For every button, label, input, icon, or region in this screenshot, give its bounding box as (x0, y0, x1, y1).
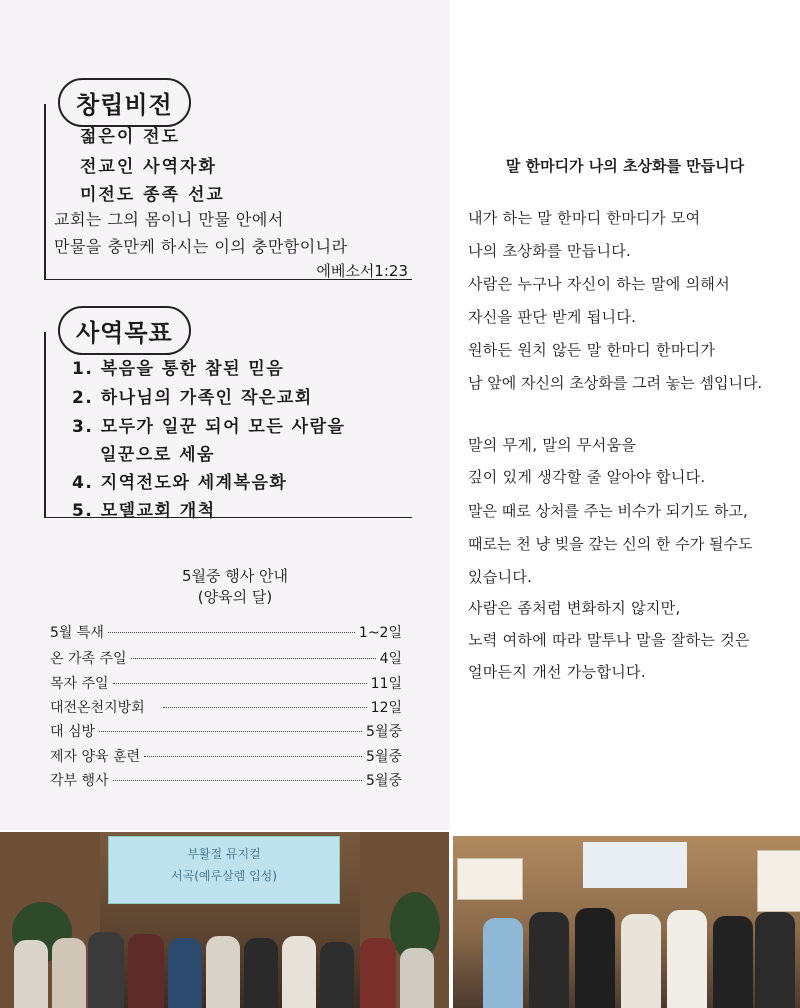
verse-reference: 에베소서1:23 (316, 262, 408, 280)
leader-dots (99, 731, 362, 732)
event-row (50, 697, 402, 719)
poem-line: 사람은 누구나 자신이 하는 말에 의해서 (468, 275, 730, 293)
goal-item: 4. 지역전도와 세계복음화 (72, 473, 288, 493)
leader-dots (113, 780, 362, 781)
poem-line: 때로는 천 냥 빚을 갚는 신의 한 수가 될수도 (468, 535, 753, 553)
group-member (667, 910, 707, 1008)
goal-item: 2. 하나님의 가족인 작은교회 (72, 388, 313, 408)
event-name: 대 심방 (50, 724, 96, 740)
left-panel (0, 0, 450, 830)
goals-badge: 사역목표 (58, 306, 191, 355)
event-date: 5월중 (366, 749, 402, 765)
event-name: 5월 특새 (50, 625, 104, 641)
goal-item: 3. 모두가 일꾼 되어 모든 사람을 (72, 417, 346, 437)
goal-item: 1. 복음을 통한 참된 믿음 (72, 359, 285, 379)
section-rule-vertical (44, 332, 46, 518)
leader-dots (108, 632, 355, 633)
poem-line: 내가 하는 말 한마디 한마디가 모여 (468, 209, 701, 227)
poem-line: 사람은 좀처럼 변화하지 않지만, (468, 599, 681, 617)
cast-member (206, 936, 240, 1008)
event-name: 온 가족 주일 (50, 651, 127, 667)
poem-line: 있습니다. (468, 568, 533, 586)
event-row (50, 770, 402, 792)
cast-member (282, 936, 316, 1008)
right-panel (450, 0, 800, 830)
poem-line: 남 앞에 자신의 초상화를 그려 놓는 셈입니다. (468, 374, 763, 392)
cast-member (168, 938, 202, 1008)
verse-line: 교회는 그의 몸이니 만물 안에서 (54, 210, 284, 229)
poem-line: 말은 때로 상처를 주는 비수가 되기도 하고, (468, 502, 748, 520)
event-name: 목자 주일 (50, 676, 109, 692)
group-member (483, 918, 523, 1008)
wall-sign (757, 850, 800, 912)
event-date: 4일 (379, 651, 402, 667)
events-title: 5월중 행사 안내 (181, 567, 289, 585)
event-row (50, 721, 402, 743)
goals-section (44, 306, 412, 521)
goal-item: 5. 모델교회 개척 (72, 501, 216, 521)
vision-line: 미전도 종족 선교 (80, 185, 225, 205)
vision-badge: 창립비전 (58, 78, 191, 127)
cast-member (244, 938, 278, 1008)
event-date: 1~2일 (358, 625, 402, 641)
event-row (50, 673, 402, 695)
verse-line: 만물을 충만케 하시는 이의 충만함이니라 (54, 237, 348, 256)
event-date: 12일 (370, 700, 402, 716)
cast-member (320, 942, 354, 1008)
event-date: 5월중 (366, 773, 402, 789)
poem-line: 말의 무게, 말의 무서움을 (468, 436, 637, 454)
vision-section (44, 78, 412, 280)
poem-line: 얼마든지 개선 가능합니다. (468, 663, 646, 681)
poem-line: 자신을 판단 받게 됩니다. (468, 308, 637, 326)
event-name: 대전온천지방회 (50, 700, 145, 716)
section-rule-vertical (44, 104, 46, 280)
poem-line: 깊이 있게 생각할 줄 알아야 합니다. (468, 468, 706, 486)
vision-line: 전교인 사역자화 (80, 157, 217, 177)
cast-member (88, 932, 124, 1008)
event-date: 11일 (370, 676, 402, 692)
event-row (50, 746, 402, 768)
event-date: 5월중 (366, 724, 402, 740)
cast-member (128, 934, 164, 1008)
goal-item: 일꾼으로 세움 (100, 445, 215, 465)
event-name: 제자 양육 훈련 (50, 749, 141, 765)
banner-title: 부활절 뮤지컬 (187, 847, 261, 861)
musical-cast-photo (0, 832, 449, 1008)
wall-sign (457, 858, 523, 900)
leader-dots (163, 707, 367, 708)
stage-banner (108, 836, 340, 904)
vision-line: 젊은이 전도 (80, 127, 181, 147)
group-member (575, 908, 615, 1008)
group-member (755, 912, 795, 1008)
banner-subtitle: 서곡(예루살렘 입성) (171, 869, 277, 883)
poem-line: 노력 여하에 따라 말투나 말을 잘하는 것은 (468, 631, 750, 649)
cast-member (360, 938, 396, 1008)
poem-line: 원하든 원치 않든 말 한마디 한마디가 (468, 341, 716, 359)
leader-dots (144, 756, 362, 757)
cast-member (14, 940, 48, 1008)
cast-member (52, 938, 86, 1008)
poem-title: 말 한마디가 나의 초상화를 만듭니다 (505, 157, 745, 175)
group-member (529, 912, 569, 1008)
group-member (621, 914, 661, 1008)
cast-member (400, 948, 434, 1008)
projection-screen (583, 842, 687, 888)
leader-dots (131, 658, 376, 659)
group-member (713, 916, 753, 1008)
event-name: 각부 행사 (50, 773, 109, 789)
events-subtitle: (양육의 달) (197, 588, 273, 606)
event-row (50, 648, 402, 670)
event-row (50, 622, 402, 644)
poem-line: 나의 초상화를 만듭니다. (468, 242, 632, 260)
leader-dots (113, 683, 367, 684)
group-flowers-photo (453, 836, 800, 1008)
